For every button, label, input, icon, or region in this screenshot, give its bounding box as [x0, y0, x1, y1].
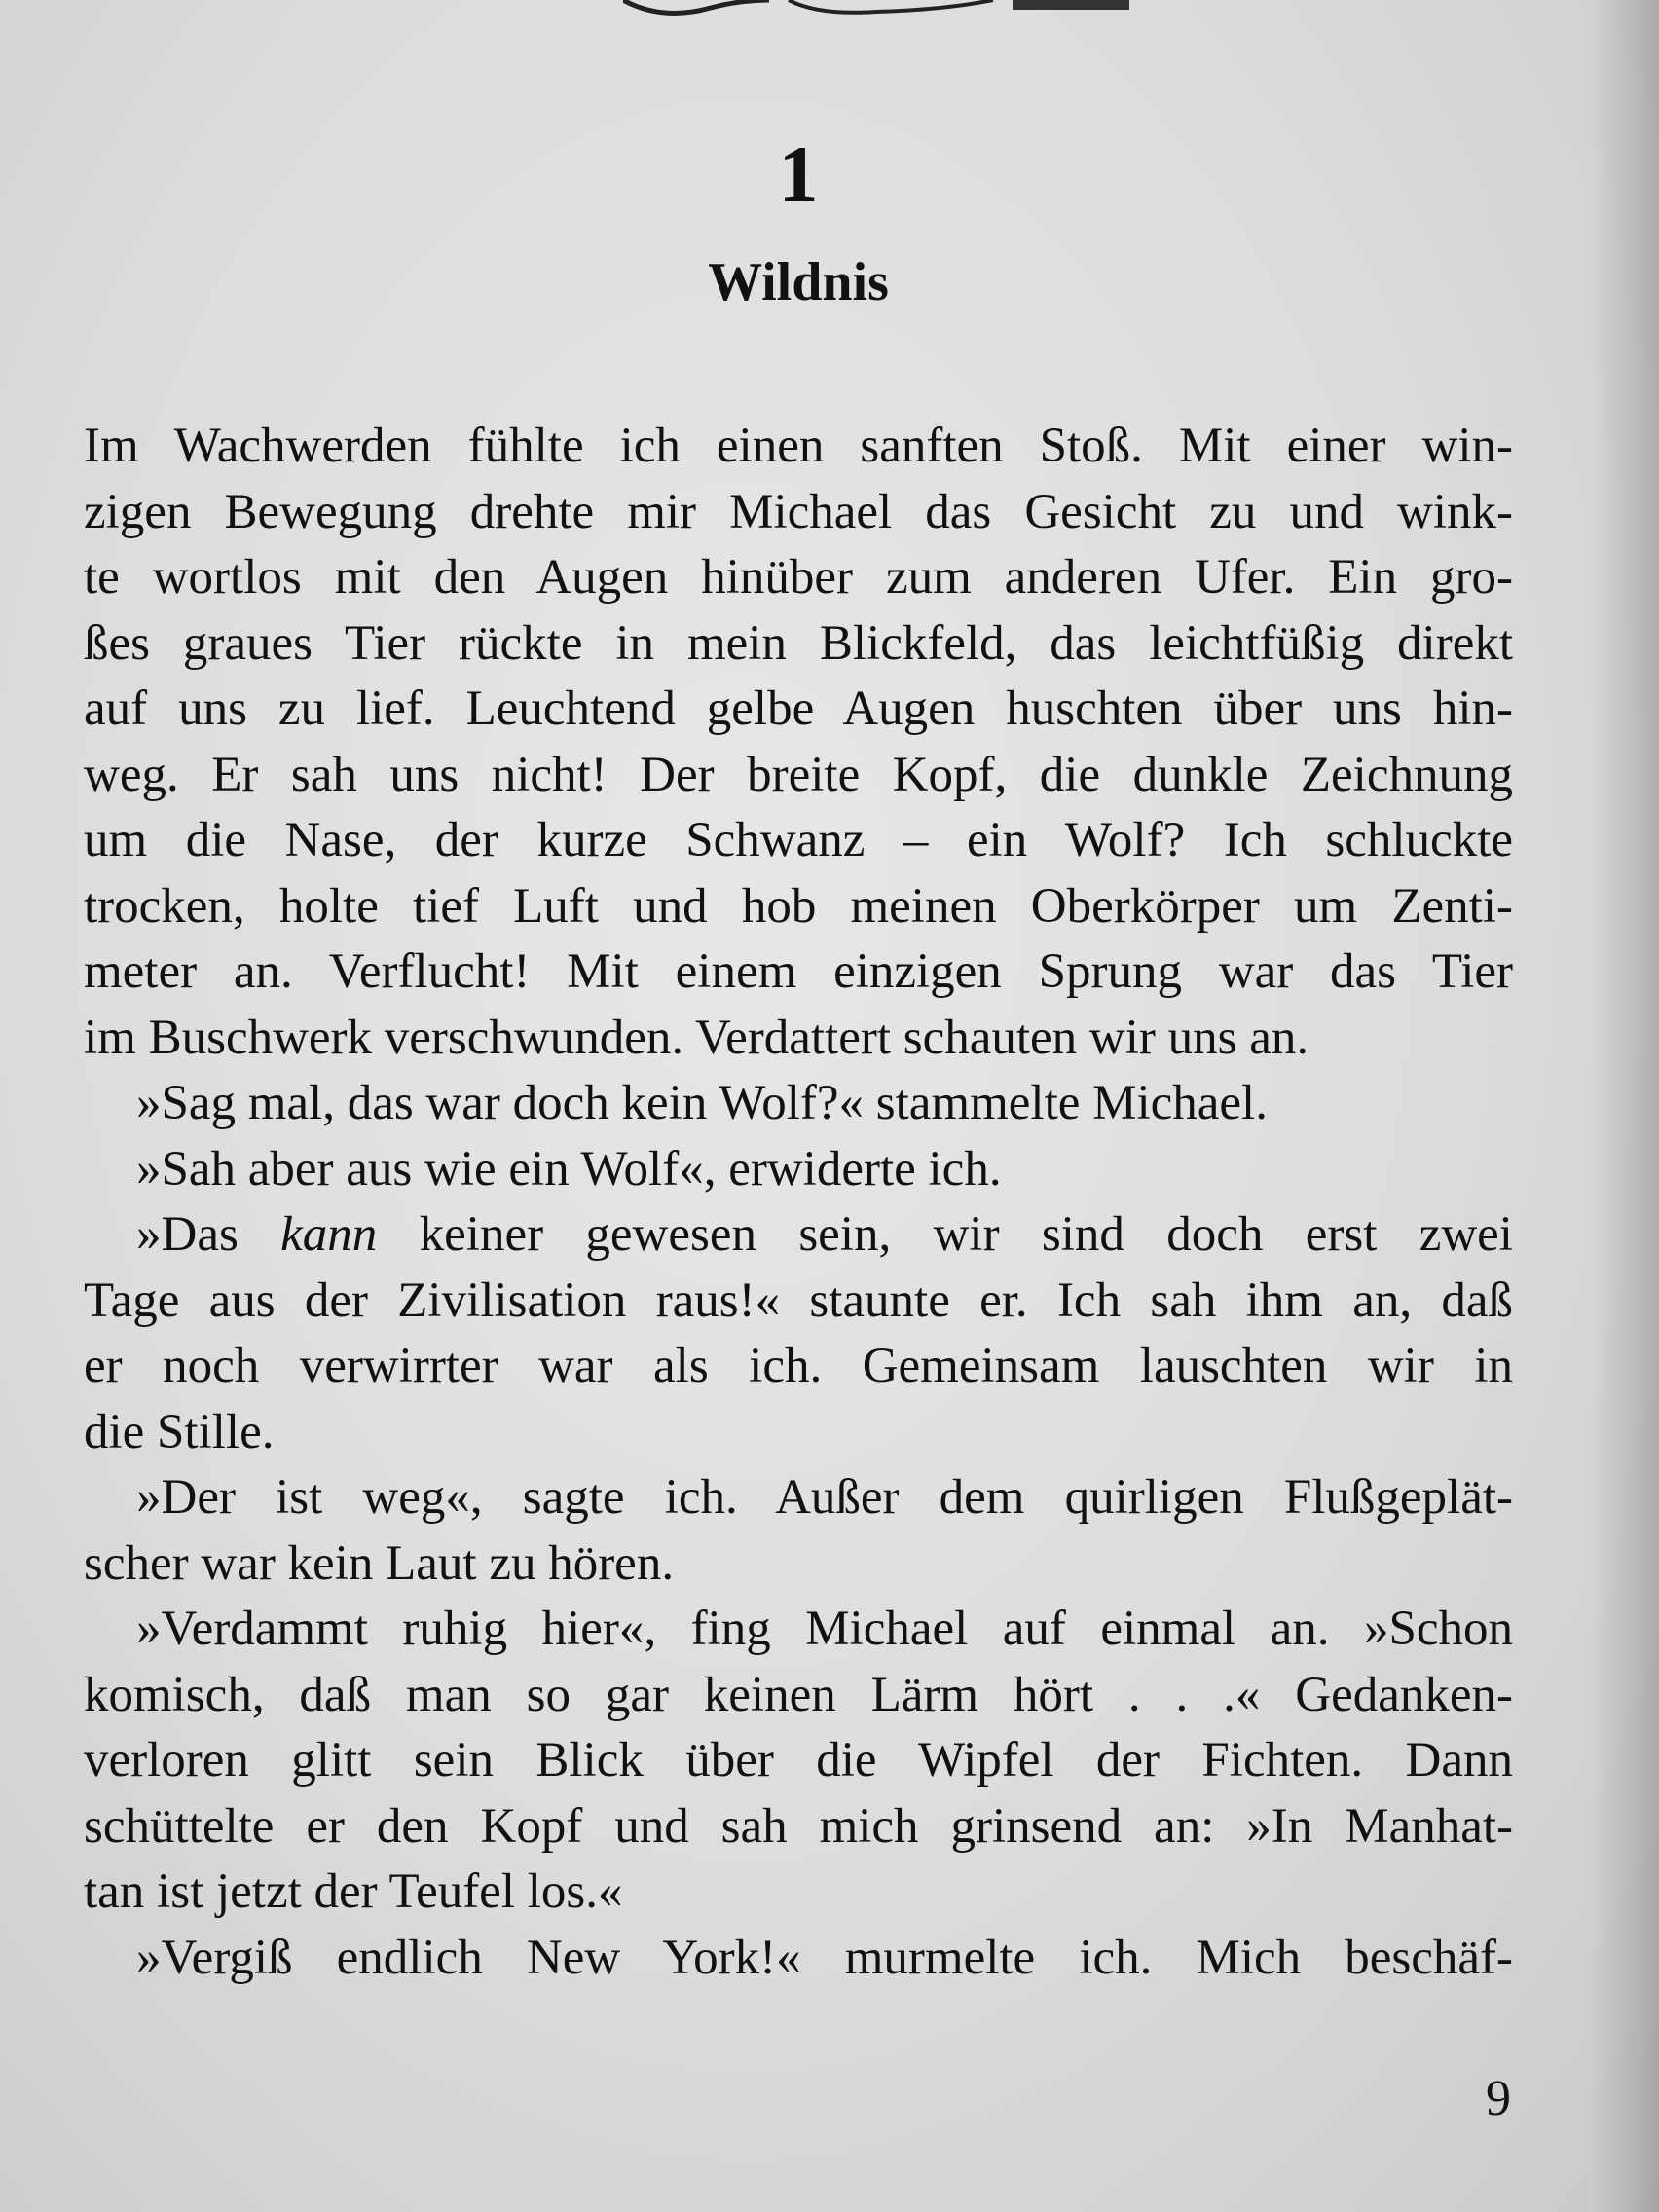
- text-line: trocken, holte tief Luft und hob meinen Oberkörper um Zenti-: [84, 878, 1513, 934]
- text-line: verloren glitt sein Blick über die Wipfel der Fichten. Dann: [84, 1733, 1513, 1788]
- text-line: die Stille.: [84, 1404, 275, 1459]
- text-line: um die Nase, der kurze Schwanz – ein Wolf? Ich schluckte: [84, 813, 1513, 867]
- text-line: auf uns zu lief. Leuchtend gelbe Augen huschten über uns hin-: [84, 682, 1513, 736]
- text-line: [84, 1202, 1513, 1269]
- text-fragment: keiner gewesen sein, wir sind doch erst zwei: [377, 1207, 1513, 1262]
- text-line: Tage aus der Zivilisation raus!« staunte er. Ich sah ihm an, daß: [84, 1272, 1513, 1328]
- text-line: te wortlos mit den Augen hinüber zum anderen Ufer. Ein gro-: [84, 550, 1513, 605]
- text-line: tan ist jetzt der Teufel los.«: [84, 1864, 623, 1919]
- text-line: ßes graues Tier rückte in mein Blickfeld, das leichtfüßig direkt: [84, 615, 1513, 671]
- text-line: zigen Bewegung drehte mir Michael das Gesicht zu und wink-: [84, 484, 1513, 539]
- text-line: »Sah aber aus wie ein Wolf«, erwiderte ich.: [136, 1141, 1002, 1197]
- text-line: »Verdammt ruhig hier«, fing Michael auf einmal an. »Schon: [136, 1602, 1513, 1656]
- body-text: [84, 414, 1513, 1991]
- text-line: »Sag mal, das war doch kein Wolf?« stammelte Michael.: [136, 1076, 1268, 1130]
- text-line: weg. Er sah uns nicht! Der breite Kopf, die dunkle Zeichnung: [84, 747, 1513, 802]
- text-line: er noch verwirrter war als ich. Gemeinsam lauschten wir in: [84, 1339, 1513, 1393]
- text-line: scher war kein Laut zu hören.: [84, 1535, 675, 1591]
- text-line: schüttelte er den Kopf und sah mich grinsend an: »In Manhat-: [84, 1798, 1513, 1854]
- text-line: komisch, daß man so gar keinen Lärm hört . . .« Gedanken-: [84, 1667, 1513, 1722]
- page-number: 9: [1486, 2071, 1511, 2126]
- text-line: »Vergiß endlich New York!« murmelte ich. Mich beschäf-: [136, 1930, 1513, 1985]
- text-line: Im Wachwerden fühlte ich einen sanften Stoß. Mit einer win-: [84, 419, 1513, 473]
- chapter-ornament: [623, 0, 1168, 21]
- text-line: im Buschwerk verschwunden. Verdattert schauten wir uns an.: [84, 1010, 1309, 1065]
- emphasis-kann: kann: [280, 1207, 378, 1262]
- chapter-number: 1: [778, 129, 819, 218]
- text-line: meter an. Verflucht! Mit einem einzigen Sprung war das Tier: [84, 944, 1513, 999]
- chapter-title: Wildnis: [708, 252, 889, 313]
- text-line: »Der ist weg«, sagte ich. Außer dem quirligen Flußgeplät-: [136, 1470, 1513, 1525]
- text-fragment: »Das: [136, 1207, 281, 1262]
